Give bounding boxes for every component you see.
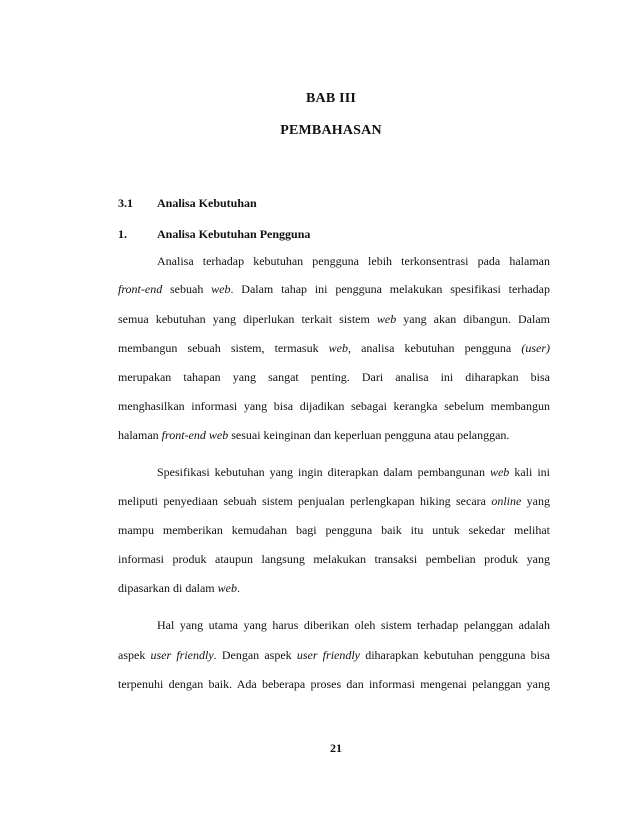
paragraph-2-line-2: meliputi penyediaan sebuah sistem penjualan perlengkapan hiking secara online yang (118, 494, 551, 508)
chapter-title: BAB III (305, 91, 357, 106)
subsection-number: 1. (118, 227, 127, 241)
section-title: Analisa Kebutuhan (157, 196, 257, 210)
chapter-subtitle: PEMBAHASAN (280, 123, 382, 138)
section-number: 3.1 (118, 196, 133, 210)
paragraph-1-line-1: Analisa terhadap kebutuhan pengguna lebih terkonsentrasi pada halaman (157, 254, 550, 268)
paragraph-2-line-5: dipasarkan di dalam web. (118, 581, 240, 595)
paragraph-3-line-2: aspek user friendly. Dengan aspek user friendly diharapkan kebutuhan pengguna bisa (118, 648, 550, 662)
paragraph-1-line-4: membangun sebuah sistem, termasuk web, analisa kebutuhan pengguna (user) (118, 341, 550, 355)
paragraph-3-line-1: Hal yang utama yang harus diberikan oleh sistem terhadap pelanggan adalah (157, 618, 550, 632)
paragraph-2-line-3: mampu memberikan kemudahan bagi pengguna baik itu untuk sekedar melihat (118, 523, 550, 537)
paragraph-3-line-3: terpenuhi dengan baik. Ada beberapa proses dan informasi mengenai pelanggan yang (118, 677, 550, 691)
paragraph-1-line-5: merupakan tahapan yang sangat penting. Dari analisa ini diharapkan bisa (118, 370, 550, 384)
page-number: 21 (330, 741, 342, 755)
paragraph-1-line-6: menghasilkan informasi yang bisa dijadikan sebagai kerangka sebelum membangun (118, 399, 550, 413)
paragraph-1-line-2: front-end sebuah web. Dalam tahap ini pengguna melakukan spesifikasi terhadap (118, 282, 550, 296)
paragraph-1-line-7: halaman front-end web sesuai keinginan dan keperluan pengguna atau pelanggan. (118, 428, 510, 442)
paragraph-2-line-1: Spesifikasi kebutuhan yang ingin diterapkan dalam pembangunan web kali ini (157, 465, 550, 479)
paragraph-1-line-3: semua kebutuhan yang diperlukan terkait sistem web yang akan dibangun. Dalam (118, 312, 550, 326)
subsection-title: Analisa Kebutuhan Pengguna (157, 227, 311, 241)
paragraph-2-line-4: informasi produk ataupun langsung melakukan transaksi pembelian produk yang (118, 552, 550, 566)
